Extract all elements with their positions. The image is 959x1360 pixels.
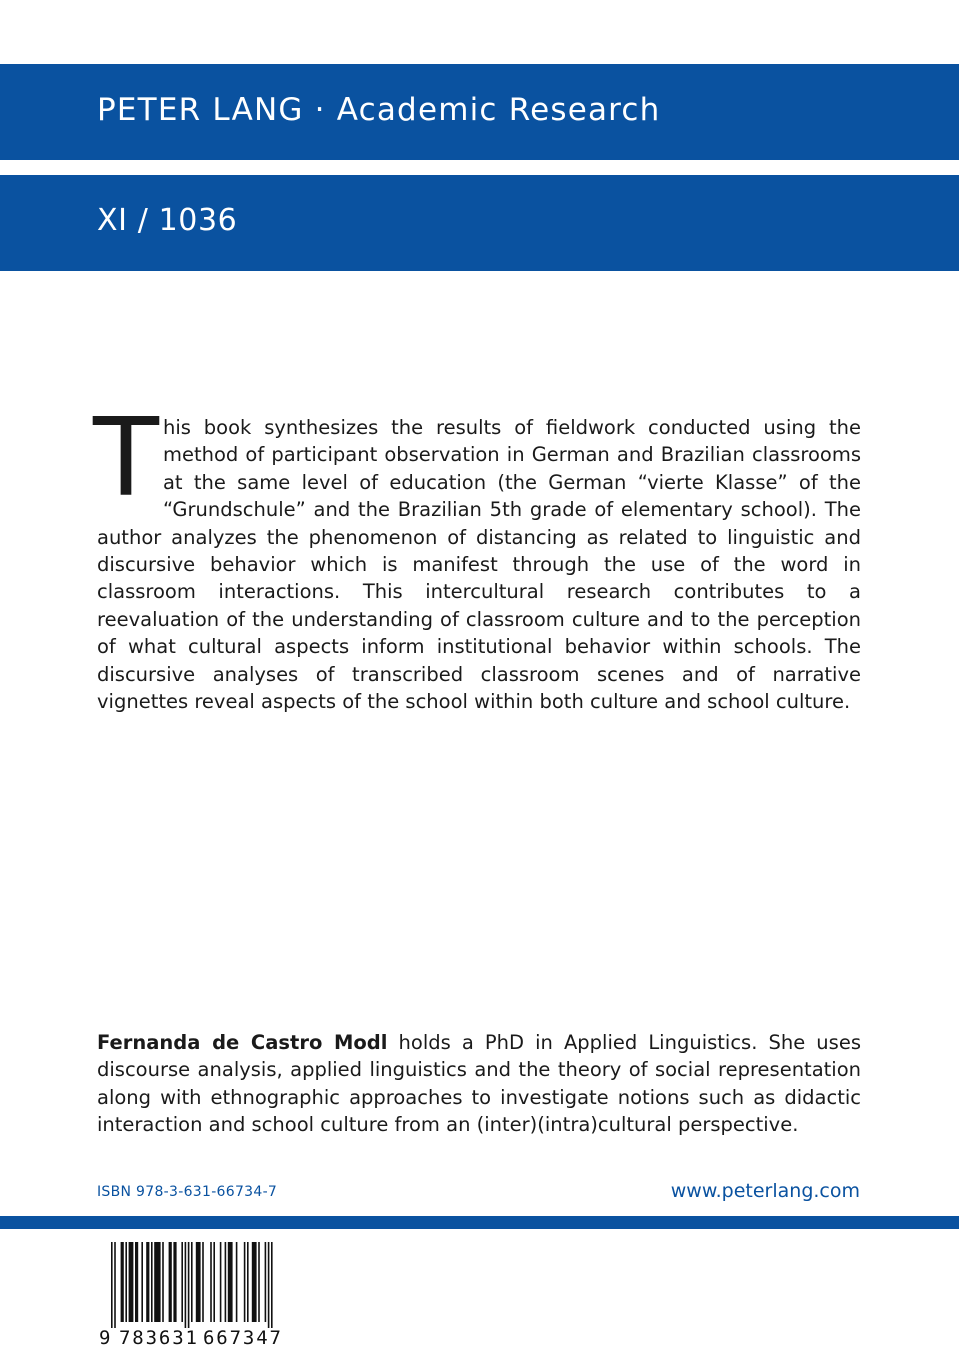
barcode-bar	[271, 1242, 273, 1328]
barcode-bar	[114, 1242, 116, 1328]
publisher-website-link[interactable]: www.peterlang.com	[670, 1180, 860, 1202]
barcode-bar	[121, 1242, 124, 1322]
barcode-bar	[202, 1242, 204, 1322]
author-bio	[97, 1029, 861, 1139]
series-title: PETER LANG · Academic Research	[97, 92, 661, 128]
barcode-bar	[151, 1242, 153, 1322]
barcode-bar	[196, 1242, 201, 1322]
author-name: Fernanda de Castro Modl	[97, 1031, 388, 1054]
barcode-bar	[188, 1242, 190, 1328]
barcode-bar	[268, 1242, 270, 1328]
barcode-left-digits: 783631	[119, 1327, 197, 1349]
barcode-bar	[220, 1242, 222, 1322]
barcode-bar	[244, 1242, 246, 1322]
barcode-bar	[154, 1242, 160, 1322]
barcode-bar	[228, 1242, 233, 1322]
volume-number: XI / 1036	[97, 203, 238, 238]
barcode-bar	[181, 1242, 183, 1322]
barcode-bars	[111, 1242, 273, 1328]
drop-cap: T	[93, 396, 159, 521]
book-description	[93, 396, 861, 715]
barcode-bar	[252, 1242, 257, 1322]
footer-rule	[0, 1216, 959, 1229]
barcode-bar	[146, 1242, 149, 1322]
barcode-bar	[210, 1242, 212, 1322]
barcode-bar	[173, 1242, 176, 1322]
author-bio-text: holds a PhD in Applied Linguistics. She uses discourse analysis, applied linguistics and the theory of social representation along with ethnographic approaches to investigate notions such as didactic interaction and school culture from an (inter)(intra)cultural perspective.	[97, 1031, 861, 1137]
barcode-right-digits: 667347	[203, 1327, 281, 1349]
book-description-text: his book synthesizes the results of fieldwork conducted using the method of participant observation in German and Brazilian classrooms at the same level of education (the German “vierte Klasse” of the “Grundschule” and the Brazilian 5th grade of elementary school). The author analyzes the phenomenon of distancing as related to linguistic and discursive behavior which is manifest through the use of the word in classroom interactions. This intercultural research contributes to a reevaluation of the understanding of classroom culture and to the perception of what cultural aspects inform institutional behavior within schools. The discursive analyses of transcribed classroom scenes and of narrative vignettes reveal aspects of the school within both culture and school culture.	[97, 416, 861, 714]
barcode-bar	[125, 1242, 127, 1322]
barcode-bar	[191, 1242, 193, 1322]
barcode-bar	[213, 1242, 215, 1322]
barcode-bar	[169, 1242, 172, 1322]
barcode-bar	[162, 1242, 164, 1322]
barcode-bar	[135, 1242, 138, 1322]
barcode-bar	[141, 1242, 143, 1322]
barcode-first-digit: 9	[99, 1327, 111, 1349]
series-banner	[0, 64, 959, 160]
barcode-bar	[111, 1242, 113, 1328]
isbn-label: ISBN 978-3-631-66734-7	[97, 1184, 278, 1200]
barcode-bar	[247, 1242, 249, 1322]
barcode-bar	[236, 1242, 238, 1322]
barcode-bar	[129, 1242, 134, 1322]
barcode-bar	[258, 1242, 260, 1322]
isbn-barcode	[97, 1238, 291, 1350]
volume-banner	[0, 175, 959, 271]
barcode-bar	[185, 1242, 187, 1328]
barcode-bar	[265, 1242, 267, 1322]
barcode-bar	[225, 1242, 227, 1322]
